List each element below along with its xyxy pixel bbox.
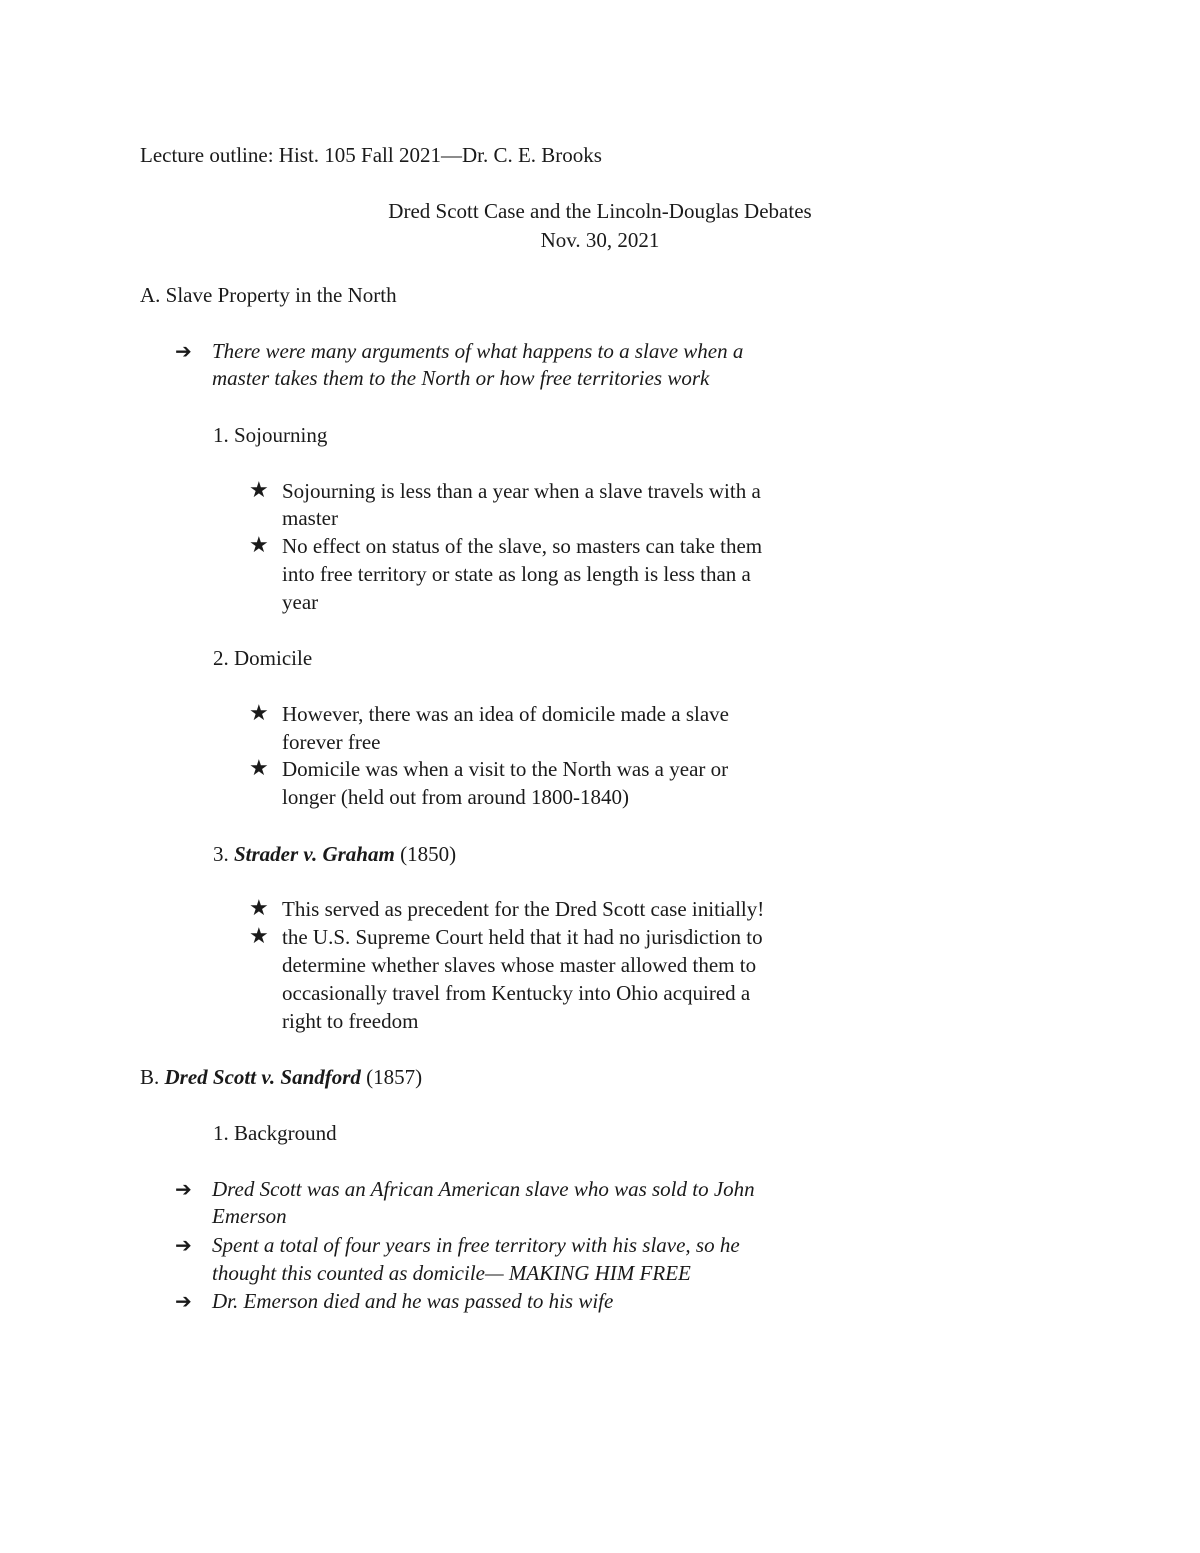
strader-bullet-2-line-2: determine whether slaves whose master allowed them to <box>282 953 757 977</box>
star-icon: ★ <box>249 533 269 558</box>
domicile-bullet-2-line-1: Domicile was when a visit to the North was a year or <box>282 757 729 781</box>
page-title: Dred Scott Case and the Lincoln-Douglas Debates <box>388 199 812 223</box>
strader-heading <box>213 840 456 868</box>
star-icon: ★ <box>249 896 269 921</box>
section-a-note-line-2: master takes them to the North or how free territories work <box>212 366 710 390</box>
strader-bullet-1-line-1: This served as precedent for the Dred Scott case initially! <box>282 897 765 921</box>
arrow-icon: ➔ <box>175 1177 192 1201</box>
background-arrow-3-line-1: Dr. Emerson died and he was passed to his wife <box>212 1289 614 1313</box>
star-icon: ★ <box>249 924 269 949</box>
section-b-heading <box>140 1063 422 1091</box>
sojourning-bullet-1-line-1: Sojourning is less than a year when a slave travels with a <box>282 479 761 503</box>
star-icon: ★ <box>249 756 269 781</box>
section-a-note-line-1: There were many arguments of what happens to a slave when a <box>212 339 744 363</box>
sojourning-bullet-2-line-3: year <box>282 590 319 614</box>
section-b-letter: B. <box>140 1065 165 1089</box>
background-heading: 1. Background <box>213 1121 337 1145</box>
background-arrow-1-line-1: Dred Scott was an African American slave who was sold to John <box>212 1177 755 1201</box>
lecture-date: Nov. 30, 2021 <box>540 228 660 252</box>
arrow-icon: ➔ <box>175 1289 192 1313</box>
course-line: Lecture outline: Hist. 105 Fall 2021—Dr. C. E. Brooks <box>140 143 602 167</box>
star-icon: ★ <box>249 478 269 503</box>
sojourning-bullet-1-line-2: master <box>282 506 338 530</box>
background-arrow-2-line-1: Spent a total of four years in free territory with his slave, so he <box>212 1233 740 1257</box>
star-icon: ★ <box>249 701 269 726</box>
domicile-bullet-2-line-2: longer (held out from around 1800-1840) <box>282 785 630 809</box>
domicile-heading: 2. Domicile <box>213 646 313 670</box>
strader-year: (1850) <box>394 842 457 866</box>
domicile-bullet-1-line-1: However, there was an idea of domicile made a slave <box>282 702 729 726</box>
sojourning-bullet-2-line-1: No effect on status of the slave, so masters can take them <box>282 534 763 558</box>
domicile-bullet-1-line-2: forever free <box>282 730 381 754</box>
background-arrow-1-line-2: Emerson <box>212 1204 287 1228</box>
strader-bullet-2-line-4: right to freedom <box>282 1009 419 1033</box>
strader-bullet-2-line-1: the U.S. Supreme Court held that it had no jurisdiction to <box>282 925 763 949</box>
sojourning-bullet-2-line-2: into free territory or state as long as length is less than a <box>282 562 751 586</box>
section-b-case-name: Dred Scott v. Sandford <box>164 1065 361 1089</box>
strader-bullet-2-line-3: occasionally travel from Kentucky into Ohio acquired a <box>282 981 751 1005</box>
section-a-heading: A. Slave Property in the North <box>140 283 397 307</box>
strader-case-name: Strader v. Graham <box>234 842 395 866</box>
strader-number: 3. <box>213 842 234 866</box>
background-arrow-2-line-2: thought this counted as domicile— MAKING HIM FREE <box>212 1261 691 1285</box>
sojourning-heading: 1. Sojourning <box>213 423 328 447</box>
arrow-icon: ➔ <box>175 339 192 363</box>
section-b-year: (1857) <box>360 1065 423 1089</box>
arrow-icon: ➔ <box>175 1233 192 1257</box>
